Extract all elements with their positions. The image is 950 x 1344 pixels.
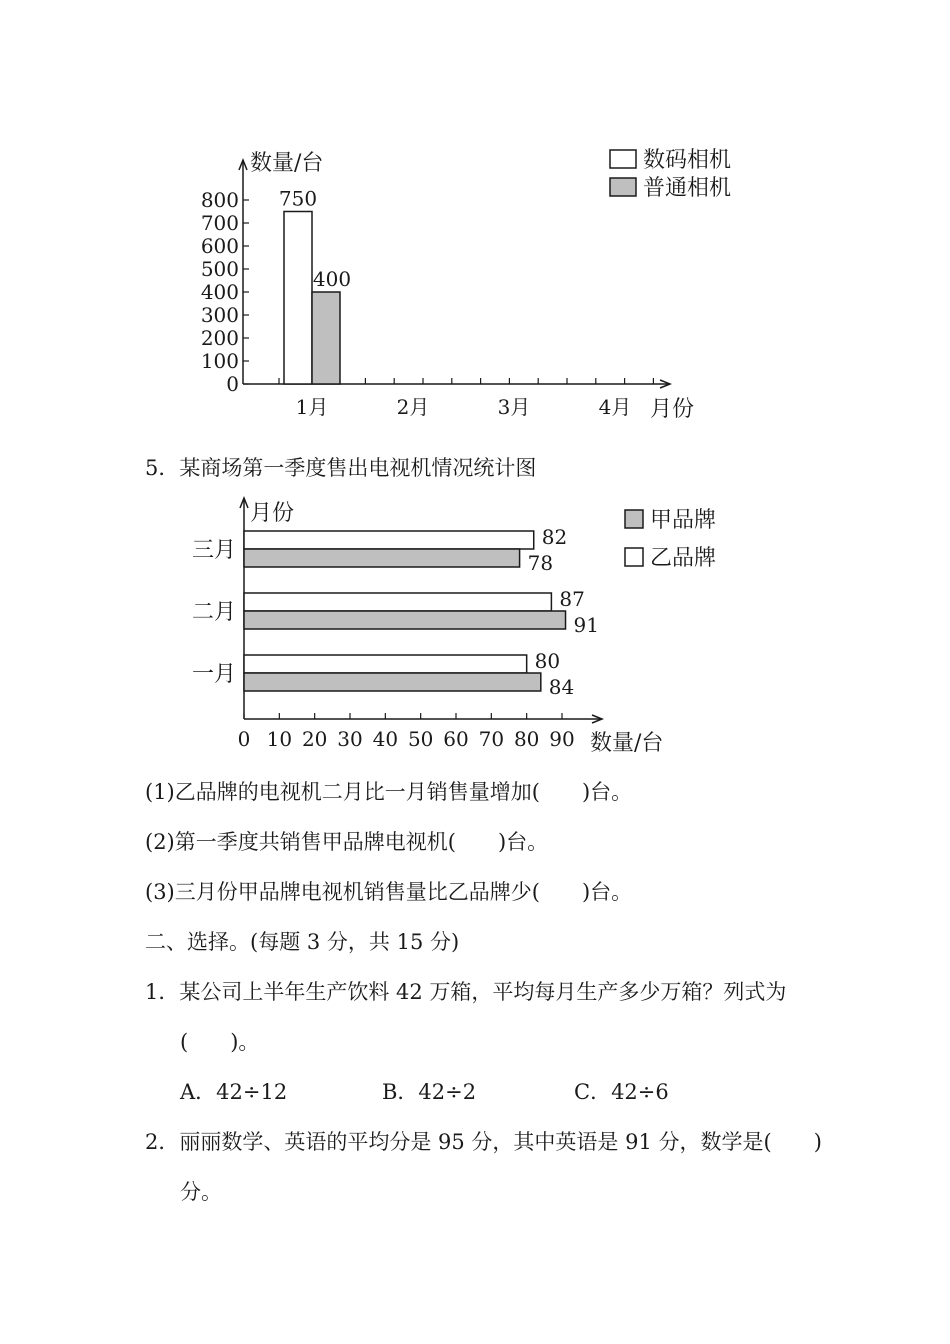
y-tick-label: 300	[200, 303, 239, 327]
y-tick-label: 500	[200, 257, 239, 281]
x-axis-label: 数量/台	[590, 731, 664, 756]
camera-bar-chart	[190, 140, 760, 430]
section2-heading: 二、选择。(每题 3 分，共 15 分)	[145, 930, 460, 954]
x-tick-label: 1月	[295, 395, 329, 419]
legend-swatch	[625, 548, 643, 566]
tv-sales-bar-chart	[170, 490, 730, 760]
legend-swatch	[610, 150, 636, 168]
data-label: 84	[548, 675, 575, 699]
x-tick-label: 2月	[396, 395, 430, 419]
bar	[244, 655, 527, 673]
s2-q2-text2: 分。	[180, 1180, 222, 1204]
data-label: 80	[534, 649, 561, 673]
legend-label: 数码相机	[643, 148, 732, 173]
y-tick-label: 一月	[191, 662, 236, 687]
q5-sub2: (2)第一季度共销售甲品牌电视机( )台。	[145, 830, 549, 854]
y-tick-label: 100	[200, 349, 239, 373]
data-label: 750	[278, 186, 318, 211]
s2-q1-option-b[interactable]: B．42÷2	[382, 1080, 477, 1104]
x-tick-label: 80	[513, 727, 540, 751]
bar	[244, 611, 566, 629]
y-tick-label: 200	[200, 326, 239, 350]
bar	[312, 292, 340, 384]
y-tick-label: 0	[226, 372, 239, 396]
q5-sub3: (3)三月份甲品牌电视机销售量比乙品牌少( )台。	[145, 880, 633, 904]
y-tick-label: 400	[200, 280, 239, 304]
x-tick-label: 0	[237, 727, 251, 751]
data-label: 87	[559, 587, 585, 611]
x-tick-label: 40	[372, 727, 399, 751]
bar	[244, 593, 551, 611]
s2-q2-text: 2．丽丽数学、英语的平均分是 95 分，其中英语是 91 分，数学是( )	[145, 1130, 822, 1154]
y-axis-label: 数量/台	[250, 151, 324, 176]
legend-label: 甲品牌	[650, 508, 717, 533]
s2-q1-option-a[interactable]: A．42÷12	[180, 1080, 288, 1104]
y-tick-label: 700	[200, 211, 239, 235]
legend-label: 普通相机	[643, 176, 732, 201]
q5-title: 5．某商场第一季度售出电视机情况统计图	[145, 456, 537, 480]
x-tick-label: 60	[443, 727, 469, 751]
x-tick-label: 50	[407, 727, 434, 751]
legend-label: 乙品牌	[650, 546, 717, 571]
s2-q1-text2: ( )。	[180, 1030, 260, 1054]
data-label: 78	[527, 551, 554, 575]
y-axis-label: 月份	[250, 501, 295, 526]
x-tick-label: 30	[337, 727, 363, 751]
bar	[244, 531, 534, 549]
bar	[244, 673, 541, 691]
x-tick-label: 4月	[598, 395, 632, 419]
x-tick-label: 70	[478, 727, 505, 751]
data-label: 400	[312, 267, 352, 291]
data-label: 91	[573, 613, 599, 637]
x-axis-label: 月份	[650, 397, 695, 422]
legend-swatch	[625, 510, 643, 528]
bar	[284, 212, 312, 385]
s2-q1-option-c[interactable]: C．42÷6	[574, 1080, 669, 1104]
y-tick-label: 二月	[191, 600, 236, 625]
legend-swatch	[610, 178, 636, 196]
y-tick-label: 三月	[191, 538, 236, 563]
q5-sub1: (1)乙品牌的电视机二月比一月销售量增加( )台。	[145, 780, 633, 804]
y-tick-label: 600	[200, 234, 239, 258]
bar	[244, 549, 520, 567]
x-tick-label: 90	[549, 727, 575, 751]
x-tick-label: 10	[266, 727, 293, 751]
s2-q1-text: 1．某公司上半年生产饮料 42 万箱，平均每月生产多少万箱？列式为	[145, 980, 787, 1004]
x-tick-label: 3月	[497, 395, 531, 419]
data-label: 82	[541, 525, 568, 549]
x-tick-label: 20	[301, 727, 328, 751]
y-tick-label: 800	[200, 188, 239, 212]
